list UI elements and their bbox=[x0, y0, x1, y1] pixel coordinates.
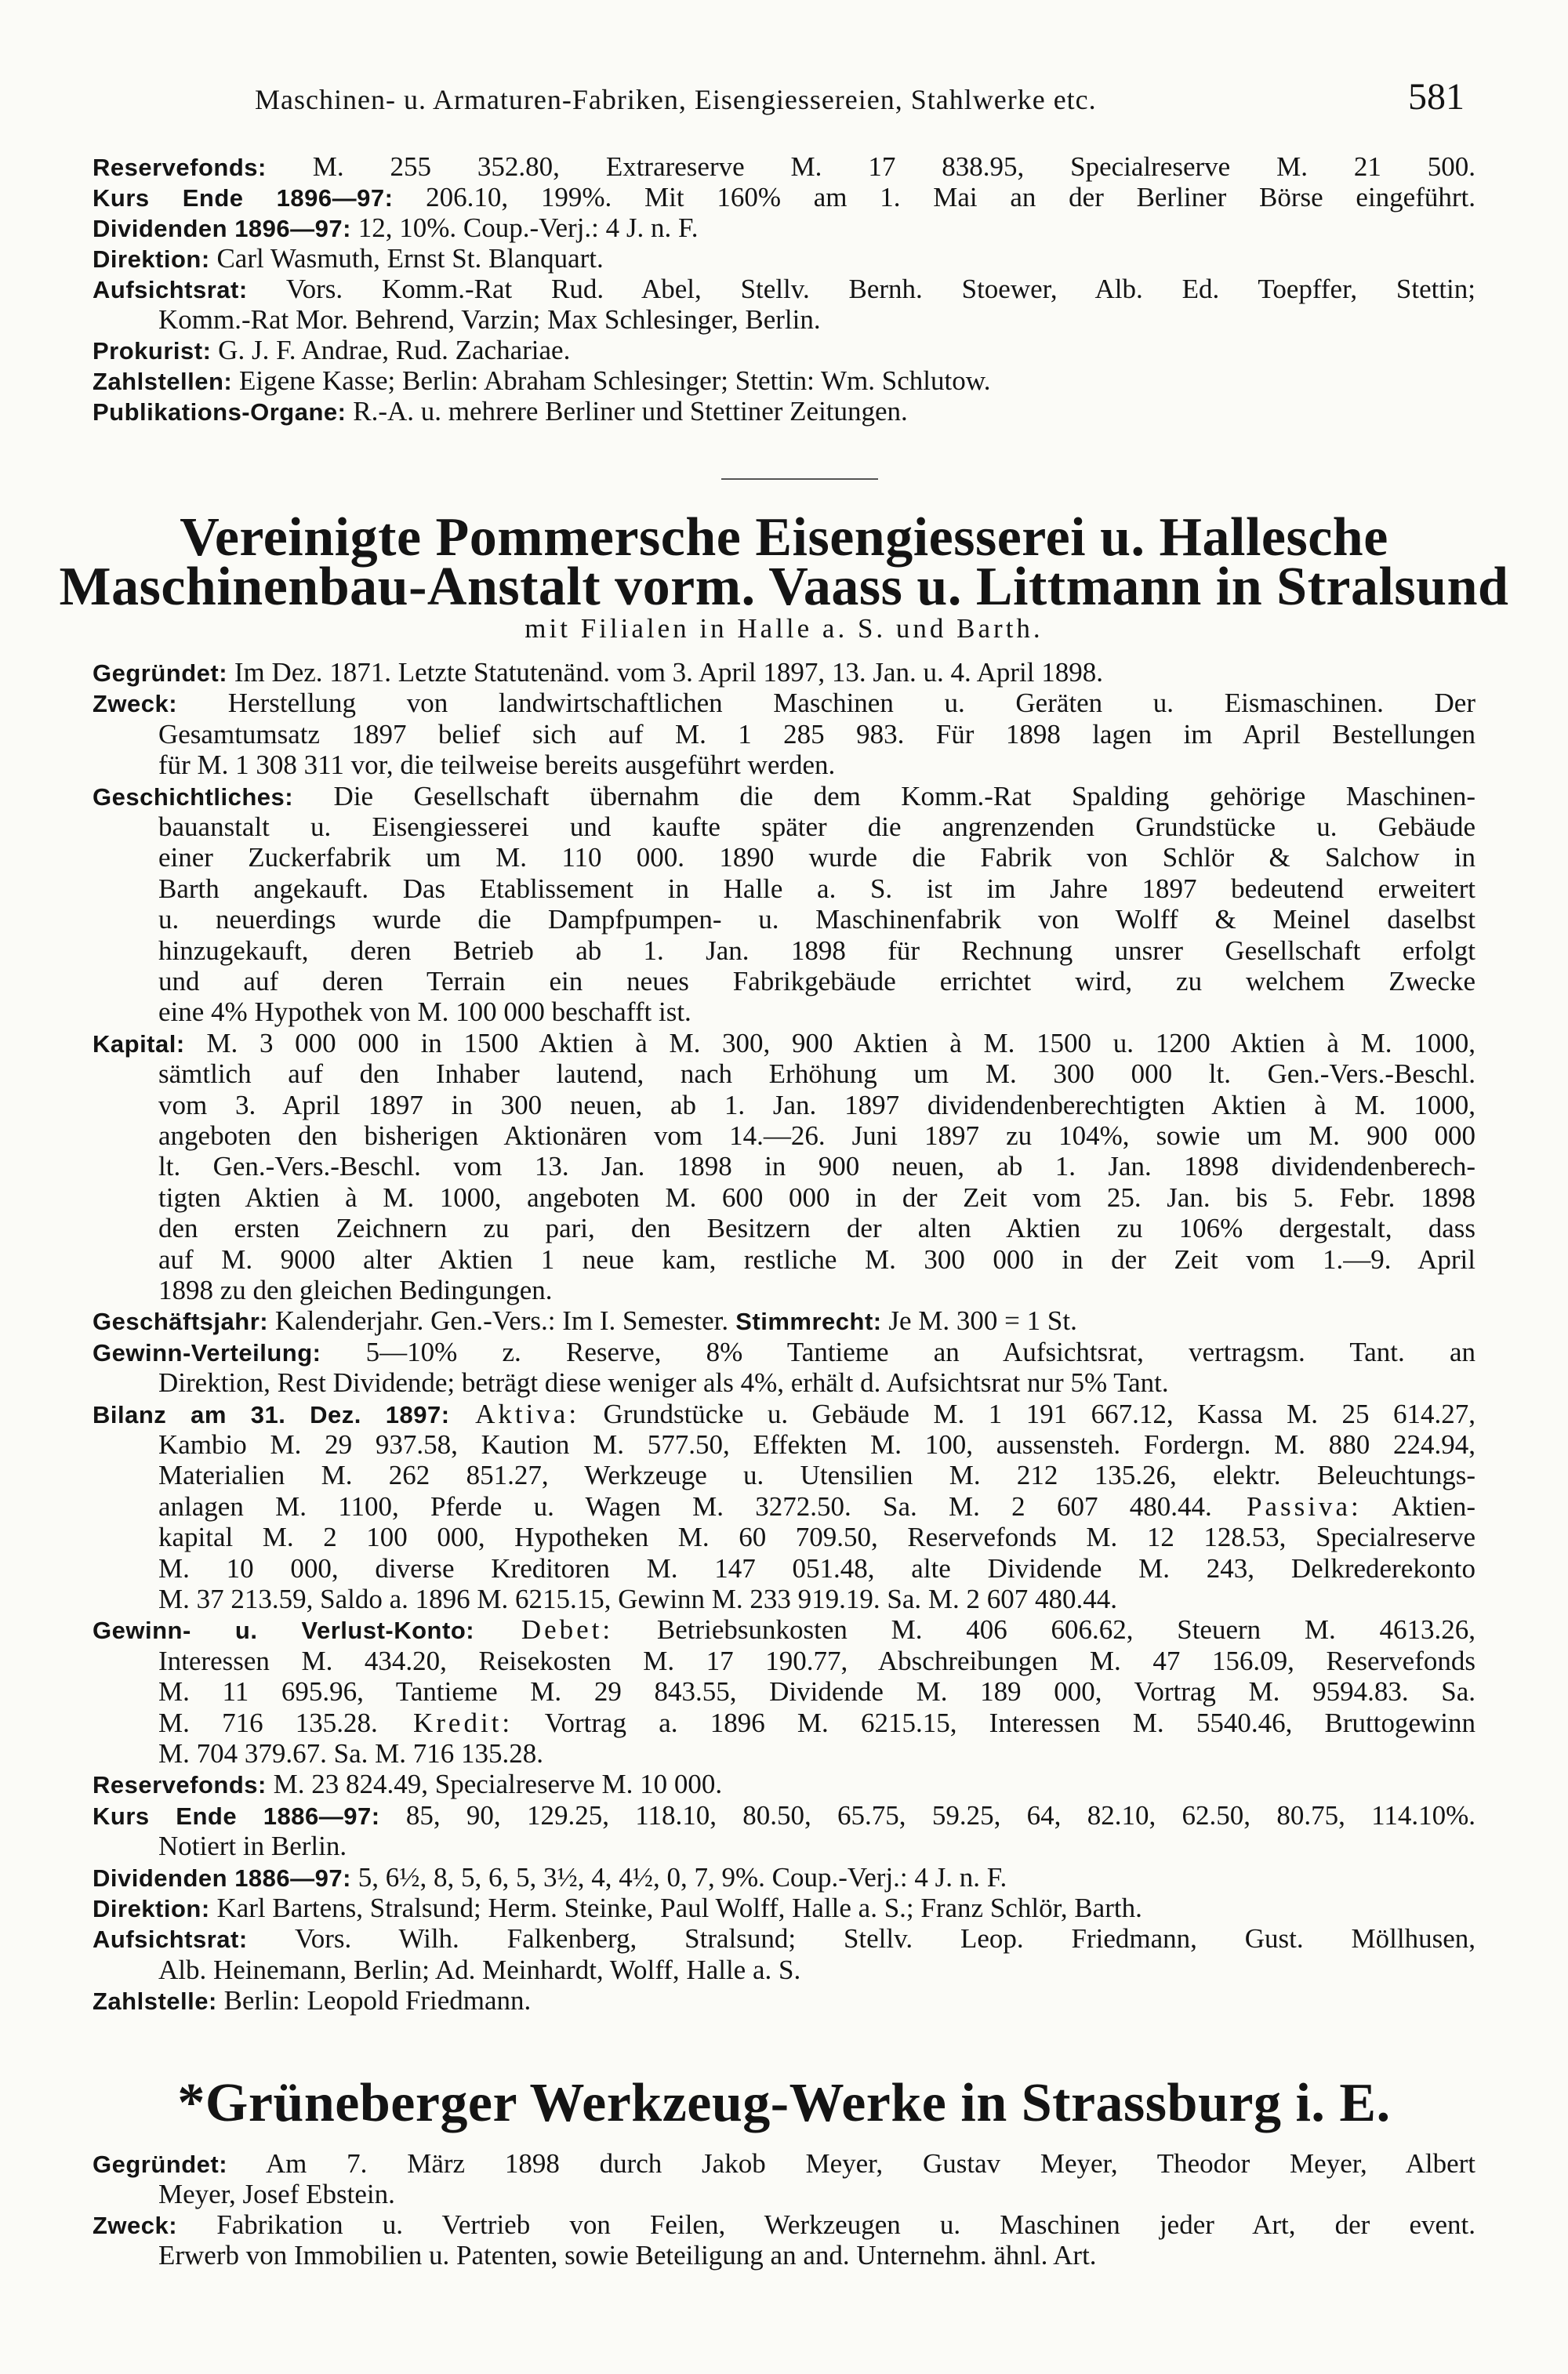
text-line: Alb. Heinemann, Berlin; Ad. Meinhardt, Wolff, Halle a. S. bbox=[158, 1954, 801, 1985]
text-line: Direktion: Carl Wasmuth, Ernst St. Blanquart. bbox=[93, 243, 604, 274]
section-divider bbox=[721, 478, 878, 480]
text-line: Gesamtumsatz 1897 belief sich auf M. 1 285 983. Für 1898 lagen im April Bestellungen bbox=[158, 718, 1475, 750]
text-line: für M. 1 308 311 vor, die teilweise bereits ausgeführt werden. bbox=[158, 750, 836, 781]
text-line: Reservefonds: M. 255 352.80, Extrareserve M. 17 838.95, Specialreserve M. 21 500. bbox=[93, 151, 1475, 182]
text-line: Meyer, Josef Ebstein. bbox=[158, 2179, 395, 2209]
company-title-line-2: Maschinenbau-Anstalt vorm. Vaass u. Littmann in Stralsund bbox=[59, 557, 1509, 617]
text-line: Direktion: Karl Bartens, Stralsund; Herm. Steinke, Paul Wolff, Halle a. S.; Franz Schlör, Barth. bbox=[93, 1893, 1142, 1923]
page-header bbox=[0, 72, 1568, 127]
text-line: Gewinn- u. Verlust-Konto: Debet: Betriebsunkosten M. 406 606.62, Steuern M. 4613.26, bbox=[93, 1614, 1475, 1646]
text-line: M. 704 379.67. Sa. M. 716 135.28. bbox=[158, 1738, 543, 1769]
text-line: und auf deren Terrain ein neues Fabrikgebäude errichtet wird, zu welchem Zwecke bbox=[158, 966, 1475, 996]
text-line: M. 11 695.96, Tantieme M. 29 843.55, Dividende M. 189 000, Vortrag M. 9594.83. Sa. bbox=[158, 1676, 1475, 1708]
text-line: M. 716 135.28. Kredit: Vortrag a. 1896 M. 6215.15, Interessen M. 5540.46, Bruttogewinn bbox=[158, 1707, 1476, 1738]
text-line: Reservefonds: M. 23 824.49, Specialreserve M. 10 000. bbox=[93, 1769, 723, 1800]
text-line: Erwerb von Immobilien u. Patenten, sowie Beteiligung an and. Unternehm. ähnl. Art. bbox=[158, 2240, 1097, 2271]
text-line: Dividenden 1896—97: 12, 10%. Coup.-Verj.: 4 J. n. F. bbox=[93, 212, 699, 243]
text-line: Zweck: Fabrikation u. Vertrieb von Feilen, Werkzeugen u. Maschinen jeder Art, der event. bbox=[93, 2209, 1475, 2240]
text-line: Geschichtliches: Die Gesellschaft übernahm die dem Komm.-Rat Spalding gehörige Maschinen- bbox=[93, 780, 1475, 811]
text-line: Zweck: Herstellung von landwirtschaftlichen Maschinen u. Geräten u. Eismaschinen. Der bbox=[93, 688, 1475, 719]
text-line: Aufsichtsrat: Vors. Komm.-Rat Rud. Abel, Stellv. Bernh. Stoewer, Alb. Ed. Toepffer, Stettin; bbox=[93, 274, 1475, 304]
text-line: den ersten Zeichnern zu pari, den Besitzern der alten Aktien zu 106% dergestalt, dass bbox=[158, 1213, 1475, 1244]
text-line: auf M. 9000 alter Aktien 1 neue kam, restliche M. 300 000 in der Zeit vom 1.—9. April bbox=[158, 1243, 1475, 1275]
text-line: kapital M. 2 100 000, Hypotheken M. 60 709.50, Reservefonds M. 12 128.53, Specialreserve bbox=[158, 1522, 1475, 1553]
text-line: angeboten den bisherigen Aktionären vom 14.—26. Juni 1897 zu 104%, sowie um M. 900 000 bbox=[158, 1120, 1475, 1151]
text-line: M. 10 000, diverse Kreditoren M. 147 051.48, alte Dividende M. 243, Delkrederekonto bbox=[158, 1552, 1475, 1584]
text-line: lt. Gen.-Vers.-Beschl. vom 13. Jan. 1898 in 900 neuen, ab 1. Jan. 1898 dividendenberech- bbox=[158, 1151, 1475, 1182]
text-line: Gewinn-Verteilung: 5—10% z. Reserve, 8% Tantieme an Aufsichtsrat, vertragsm. Tant. an bbox=[93, 1336, 1475, 1367]
text-line: tigten Aktien à M. 1000, angeboten M. 600 000 in der Zeit vom 25. Jan. bis 5. Febr. 1898 bbox=[158, 1182, 1475, 1213]
text-line: Materialien M. 262 851.27, Werkzeuge u. Utensilien M. 212 135.26, elektr. Beleuchtungs- bbox=[158, 1460, 1475, 1491]
running-title: Maschinen- u. Armaturen-Fabriken, Eisengiessereien, Stahlwerke etc. bbox=[255, 84, 1097, 115]
text-line: Dividenden 1886—97: 5, 6½, 8, 5, 6, 5, 3½, 4, 4½, 0, 7, 9%. Coup.-Verj.: 4 J. n. F. bbox=[93, 1861, 1007, 1893]
company-title: *Grüneberger Werkzeug-Werke in Strassburg i. E. bbox=[177, 2073, 1391, 2133]
text-line: hinzugekauft, deren Betrieb ab 1. Jan. 1898 für Rechnung unsrer Gesellschaft erfolgt bbox=[158, 935, 1475, 966]
text-line: Prokurist: G. J. F. Andrae, Rud. Zachariae. bbox=[93, 335, 571, 365]
text-line: Gegründet: Am 7. März 1898 durch Jakob Meyer, Gustav Meyer, Theodor Meyer, Albert bbox=[93, 2148, 1475, 2179]
text-line: Zahlstelle: Berlin: Leopold Friedmann. bbox=[93, 1985, 532, 2016]
text-line: Zahlstellen: Eigene Kasse; Berlin: Abraham Schlesinger; Stettin: Wm. Schlutow. bbox=[93, 365, 991, 396]
text-line: Kurs Ende 1886—97: 85, 90, 129.25, 118.10, 80.50, 65.75, 59.25, 64, 82.10, 62.50, 80.75, 114.10%. bbox=[93, 1799, 1475, 1831]
text-line: M. 37 213.59, Saldo a. 1896 M. 6215.15, Gewinn M. 233 919.19. Sa. M. 2 607 480.44. bbox=[158, 1584, 1118, 1614]
text-line: Notiert in Berlin. bbox=[158, 1831, 347, 1862]
text-line: vom 3. April 1897 in 300 neuen, ab 1. Jan. 1897 dividendenberechtigten Aktien à M. 1000, bbox=[158, 1089, 1475, 1120]
text-line: sämtlich auf den Inhaber lautend, nach Erhöhung um M. 300 000 lt. Gen.-Vers.-Beschl. bbox=[158, 1058, 1475, 1090]
text-line: eine 4% Hypothek von M. 100 000 beschafft ist. bbox=[158, 996, 691, 1028]
text-line: Gegründet: Im Dez. 1871. Letzte Statutenänd. vom 3. April 1897, 13. Jan. u. 4. April 1898. bbox=[93, 657, 1103, 688]
page-number: 581 bbox=[1408, 76, 1465, 118]
text-line: anlagen M. 1100, Pferde u. Wagen M. 3272.50. Sa. M. 2 607 480.44. Passiva: Aktien- bbox=[158, 1490, 1476, 1522]
text-line: Bilanz am 31. Dez. 1897: Aktiva: Grundstücke u. Gebäude M. 1 191 667.12, Kassa M. 25 614.27, bbox=[93, 1398, 1475, 1429]
text-line: Publikations-Organe: R.-A. u. mehrere Berliner und Stettiner Zeitungen. bbox=[93, 396, 908, 427]
text-line: u. neuerdings wurde die Dampfpumpen- u. Maschinenfabrik von Wolff & Meinel daselbst bbox=[158, 904, 1475, 935]
text-line: bauanstalt u. Eisengiesserei und kaufte später die angrenzenden Grundstücke u. Gebäude bbox=[158, 811, 1475, 842]
text-line: Aufsichtsrat: Vors. Wilh. Falkenberg, Stralsund; Stellv. Leop. Friedmann, Gust. Möllhusen, bbox=[93, 1923, 1475, 1955]
text-line: Kurs Ende 1896—97: 206.10, 199%. Mit 160% am 1. Mai an der Berliner Börse eingeführt. bbox=[93, 182, 1475, 212]
text-line: einer Zuckerfabrik um M. 110 000. 1890 wurde die Fabrik von Schlör & Salchow in bbox=[158, 842, 1475, 873]
text-line: Kambio M. 29 937.58, Kaution M. 577.50, Effekten M. 100, aussensteh. Fordergn. M. 880 224.94, bbox=[158, 1429, 1475, 1460]
text-line: Barth angekauft. Das Etablissement in Halle a. S. ist im Jahre 1897 bedeutend erweitert bbox=[158, 873, 1475, 904]
text-line: Geschäftsjahr: Kalenderjahr. Gen.-Vers.: Im I. Semester. Stimmrecht: Je M. 300 = 1 St. bbox=[93, 1305, 1077, 1337]
text-line: Komm.-Rat Mor. Behrend, Varzin; Max Schlesinger, Berlin. bbox=[158, 304, 821, 335]
company-title-line-1: Vereinigte Pommersche Eisengiesserei u. Hallesche bbox=[180, 507, 1388, 568]
text-line: Direktion, Rest Dividende; beträgt diese weniger als 4%, erhält d. Aufsichtsrat nur 5% Tant. bbox=[158, 1367, 1169, 1399]
text-line: Interessen M. 434.20, Reisekosten M. 17 190.77, Abschreibungen M. 47 156.09, Reservefonds bbox=[158, 1645, 1475, 1676]
company-subtitle: mit Filialen in Halle a. S. und Barth. bbox=[524, 613, 1044, 644]
text-line: 1898 zu den gleichen Bedingungen. bbox=[158, 1275, 553, 1305]
text-line: Kapital: M. 3 000 000 in 1500 Aktien à M. 300, 900 Aktien à M. 1500 u. 1200 Aktien à M. 1000, bbox=[93, 1027, 1475, 1058]
